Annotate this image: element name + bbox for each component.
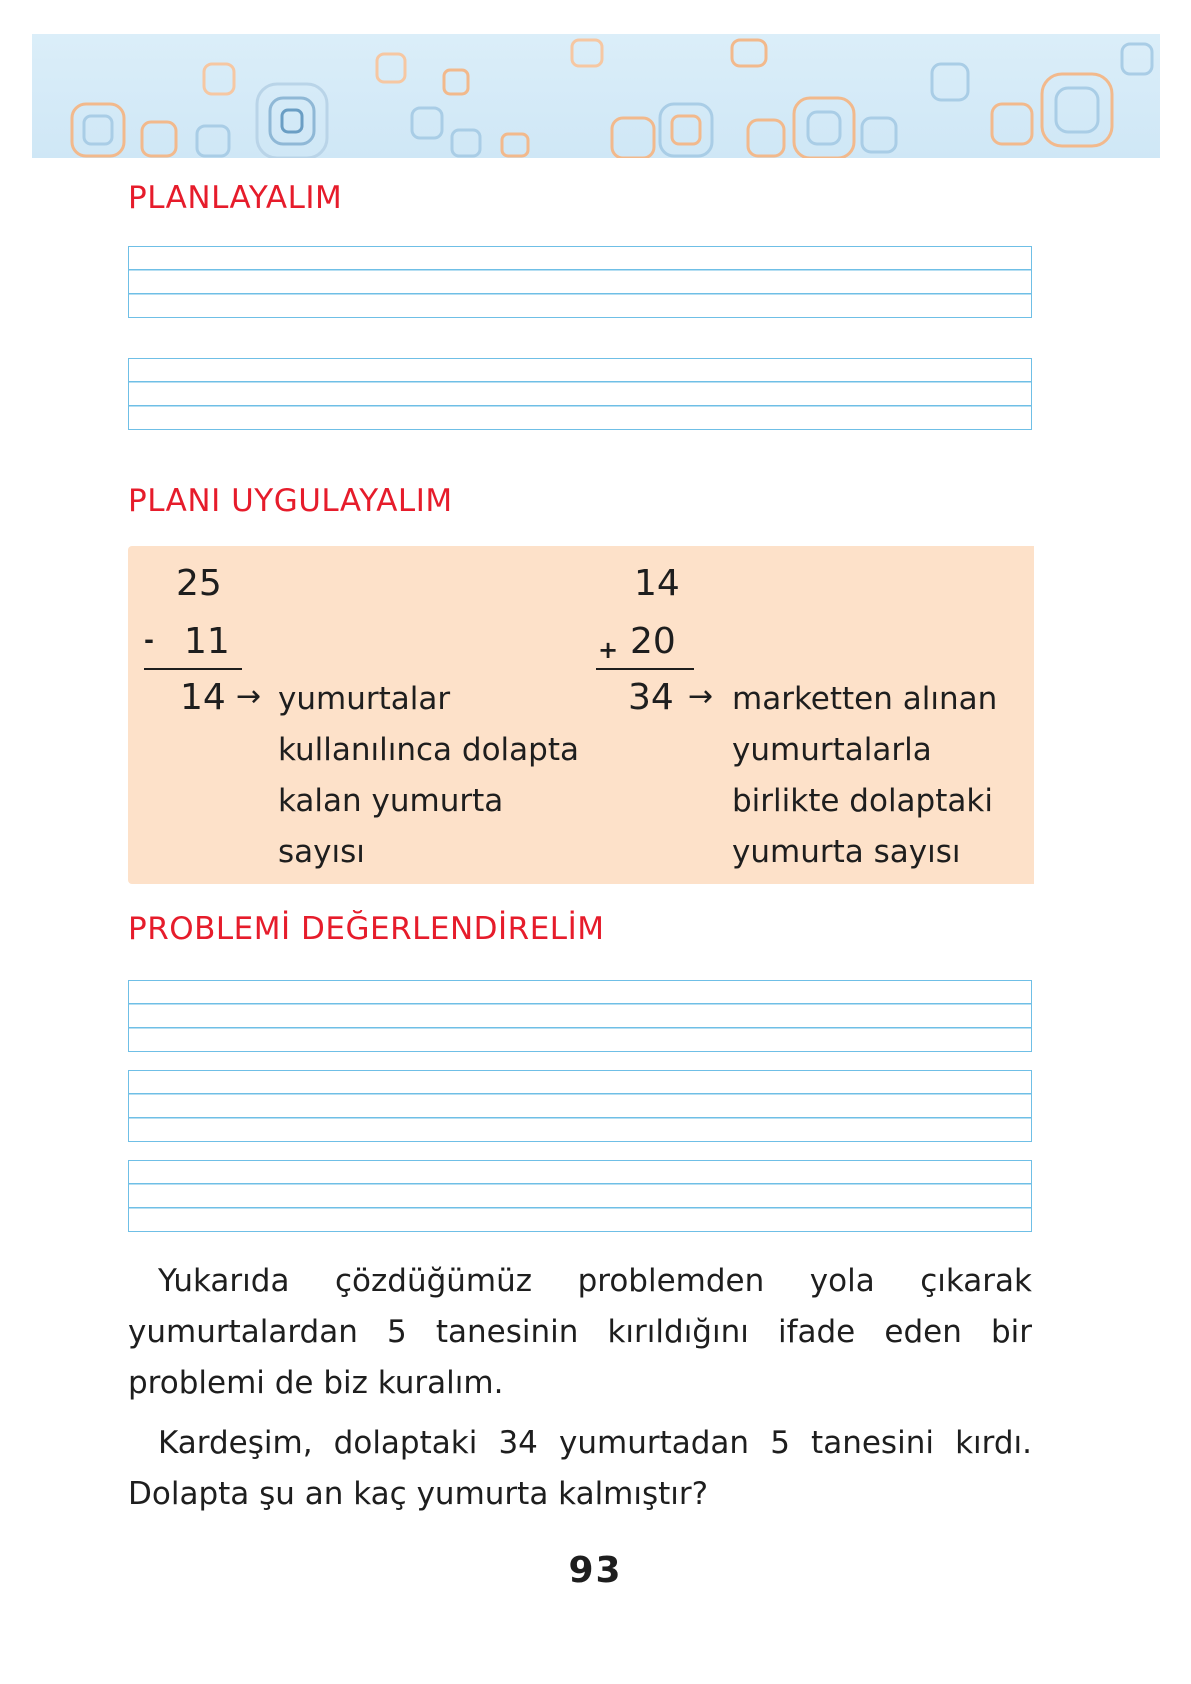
writing-lines-4	[128, 1070, 1032, 1142]
heading-plani-uygulayalim: PLANI UYGULAYALIM	[128, 483, 453, 519]
subtraction-note	[278, 674, 579, 878]
addition-rule	[596, 668, 694, 670]
page-number: 93	[568, 1550, 623, 1591]
subtraction-top: 25	[176, 563, 222, 604]
addition-note	[732, 674, 997, 878]
arrow-icon: →	[688, 679, 714, 714]
addition-result: 34	[628, 677, 674, 718]
addition-top: 14	[634, 563, 680, 604]
minus-sign: -	[144, 626, 154, 654]
heading-problemi-degerlendirelim: PROBLEMİ DEĞERLENDİRELİM	[128, 911, 605, 947]
subtraction-rule	[144, 668, 242, 670]
note-line: yumurta sayısı	[732, 834, 961, 870]
writing-lines-2	[128, 358, 1032, 430]
note-line: yumurtalar	[278, 681, 451, 717]
arrow-icon: →	[236, 679, 262, 714]
note-line: yumurtalarla	[732, 732, 932, 768]
note-line: birlikte dolaptaki	[732, 783, 993, 819]
writing-lines-5	[128, 1160, 1032, 1232]
note-line: sayısı	[278, 834, 365, 870]
writing-lines-1	[128, 246, 1032, 318]
note-line: kalan yumurta	[278, 783, 504, 819]
addition-bottom: 20	[630, 621, 676, 662]
pattern-decoration	[32, 34, 1160, 158]
note-line: kullanılınca dolapta	[278, 732, 579, 768]
note-line: marketten alınan	[732, 681, 998, 717]
header-banner	[32, 34, 1160, 158]
paragraph-problem: Kardeşim, dolaptaki 34 yumurtadan 5 tanesini kırdı. Dolapta şu an kaç yumurta kalmıştır?	[128, 1425, 1032, 1512]
writing-lines-3	[128, 980, 1032, 1052]
subtraction-result: 14	[180, 677, 226, 718]
plus-sign: +	[598, 636, 619, 664]
paragraph-instruction: Yukarıda çözdüğümüz problemden yola çıkarak yumurtalardan 5 tanesinin kırıldığını ifade eden bir problemi de biz kuralım.	[128, 1263, 1032, 1401]
subtraction-bottom: 11	[184, 621, 230, 662]
heading-planlayalim: PLANLAYALIM	[128, 180, 343, 216]
solution-box	[128, 546, 1034, 884]
